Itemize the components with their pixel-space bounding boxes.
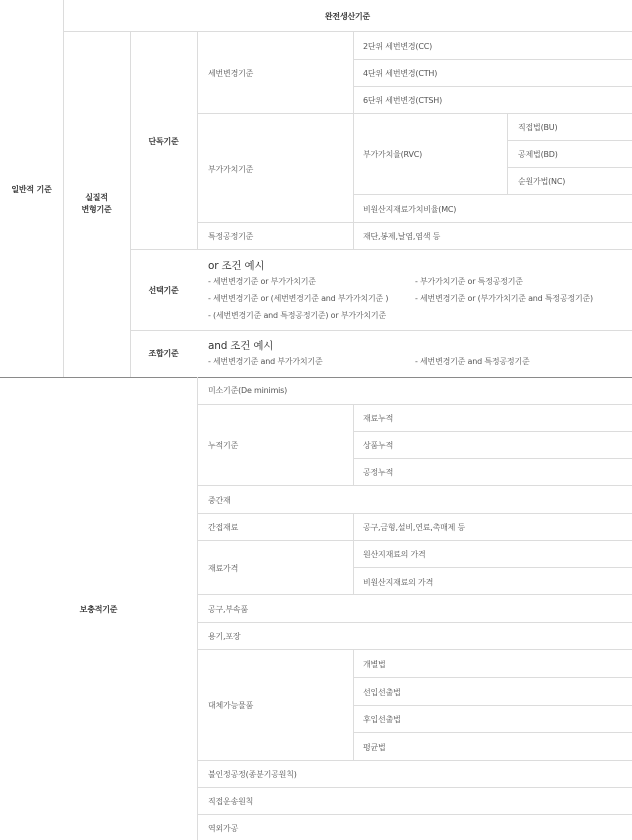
mc-label: 비원산지재료가치비율(MC): [363, 205, 457, 214]
outward-processing-label: 역외가공: [208, 824, 239, 833]
or-condition-title: or 조건 예시: [208, 260, 265, 272]
fungible-method: 후입선출법: [363, 715, 401, 724]
row-divider: [197, 222, 632, 223]
col-divider: [353, 513, 354, 594]
accumulation-item: 상품누적: [363, 441, 394, 450]
row-divider: [197, 622, 632, 623]
row-divider: [353, 59, 632, 60]
row-divider: [353, 194, 632, 195]
rvc-method: 공제법(BD): [518, 150, 558, 159]
material-value-item: 원산지재료의 가격: [363, 550, 426, 559]
section-divider: [0, 377, 632, 378]
substantial-transformation-label: [63, 192, 130, 216]
col-divider: [197, 31, 198, 249]
row-divider: [197, 485, 632, 486]
and-condition-title: and 조건 예시: [208, 340, 274, 352]
de-minimis-label: 미소기준(De minimis): [208, 386, 288, 395]
fungible-method: 개별법: [363, 660, 386, 669]
col-divider: [507, 113, 508, 194]
rvc-method: 순원가법(NC): [518, 177, 566, 186]
or-condition-item: - 세번변경기준 or (세번변경기준 and 부가가치기준 ): [208, 294, 389, 303]
row-divider: [353, 705, 632, 706]
col-divider: [353, 404, 354, 485]
col-divider: [130, 31, 131, 377]
row-divider: [197, 649, 632, 650]
direct-shipment-label: 직접운송원칙: [208, 797, 254, 806]
col-divider: [353, 31, 354, 249]
material-value-item: 비원산지재료의 가격: [363, 578, 434, 587]
accumulation-item: 공정누적: [363, 468, 394, 477]
single-criteria-label: 단독기준: [148, 137, 179, 146]
substantial-line2: 변형기준: [81, 205, 112, 214]
intermediate-label: 중간재: [208, 496, 231, 505]
rvc-method: 직접법(BU): [518, 123, 558, 132]
general-criteria-label: 일반적 기준: [11, 185, 52, 194]
row-divider: [353, 732, 632, 733]
row-divider: [197, 760, 632, 761]
row-divider: [507, 140, 632, 141]
accumulation-label: 누적기준: [208, 441, 239, 450]
row-divider: [353, 567, 632, 568]
packaging-label: 용기,포장: [208, 632, 241, 641]
row-divider: [353, 86, 632, 87]
col-divider: [197, 377, 198, 840]
row-divider: [353, 431, 632, 432]
specific-process-label: 특정공정기준: [208, 232, 254, 241]
tariff-change-item: 4단위 세번변경(CTH): [363, 69, 438, 78]
or-condition-item: - 세번변경기준 or (부가가치기준 and 특정공정기준): [415, 294, 593, 303]
tools-parts-label: 공구,부속품: [208, 605, 248, 614]
row-divider: [197, 540, 632, 541]
accumulation-item: 재료누적: [363, 414, 394, 423]
row-divider: [353, 677, 632, 678]
combination-criteria-label: 조합기준: [148, 349, 179, 358]
tariff-change-label: 세번변경기준: [208, 69, 254, 78]
supplementary-criteria-label: 보충적기준: [79, 605, 118, 614]
row-divider: [197, 113, 632, 114]
and-condition-item: - 세번변경기준 and 부가가치기준: [208, 357, 323, 366]
choice-criteria-label: 선택기준: [148, 286, 179, 295]
specific-process-value: 재단,봉제,날염,염색 등: [363, 232, 441, 241]
row-divider: [130, 330, 632, 331]
or-condition-item: - (세번변경기준 and 특정공정기준) or 부가가치기준: [208, 311, 386, 320]
row-divider: [197, 594, 632, 595]
tariff-change-item: 6단위 세번변경(CTSH): [363, 96, 443, 105]
minimal-process-label: 불인정공정(종분기공원칙): [208, 770, 297, 779]
col-divider: [63, 0, 64, 377]
fungible-method: 선입선출법: [363, 688, 401, 697]
row-divider: [197, 404, 632, 405]
substantial-line1: 실질적: [85, 193, 108, 202]
row-divider: [130, 249, 632, 250]
row-divider: [63, 31, 632, 32]
tariff-change-item: 2단위 세번변경(CC): [363, 42, 433, 51]
or-condition-item: - 부가가치기준 or 특정공정기준: [415, 277, 523, 286]
material-value-label: 재료가격: [208, 564, 239, 573]
fungible-method: 평균법: [363, 743, 386, 752]
fungible-goods-label: 대체가능물품: [208, 701, 254, 710]
indirect-material-label: 간접재료: [208, 523, 239, 532]
value-added-label: 부가가치기준: [208, 165, 254, 174]
or-condition-item: - 세번변경기준 or 부가가치기준: [208, 277, 316, 286]
col-divider: [353, 649, 354, 760]
row-divider: [353, 458, 632, 459]
and-condition-item: - 세번변경기준 and 특정공정기준: [415, 357, 530, 366]
row-divider: [197, 814, 632, 815]
indirect-material-value: 공구,금형,설비,연료,촉매제 등: [363, 523, 466, 532]
row-divider: [197, 513, 632, 514]
rvc-label: 부가가치율(RVC): [363, 150, 423, 159]
table-header-title: 완전생산기준: [324, 12, 371, 21]
row-divider: [507, 167, 632, 168]
row-divider: [197, 787, 632, 788]
